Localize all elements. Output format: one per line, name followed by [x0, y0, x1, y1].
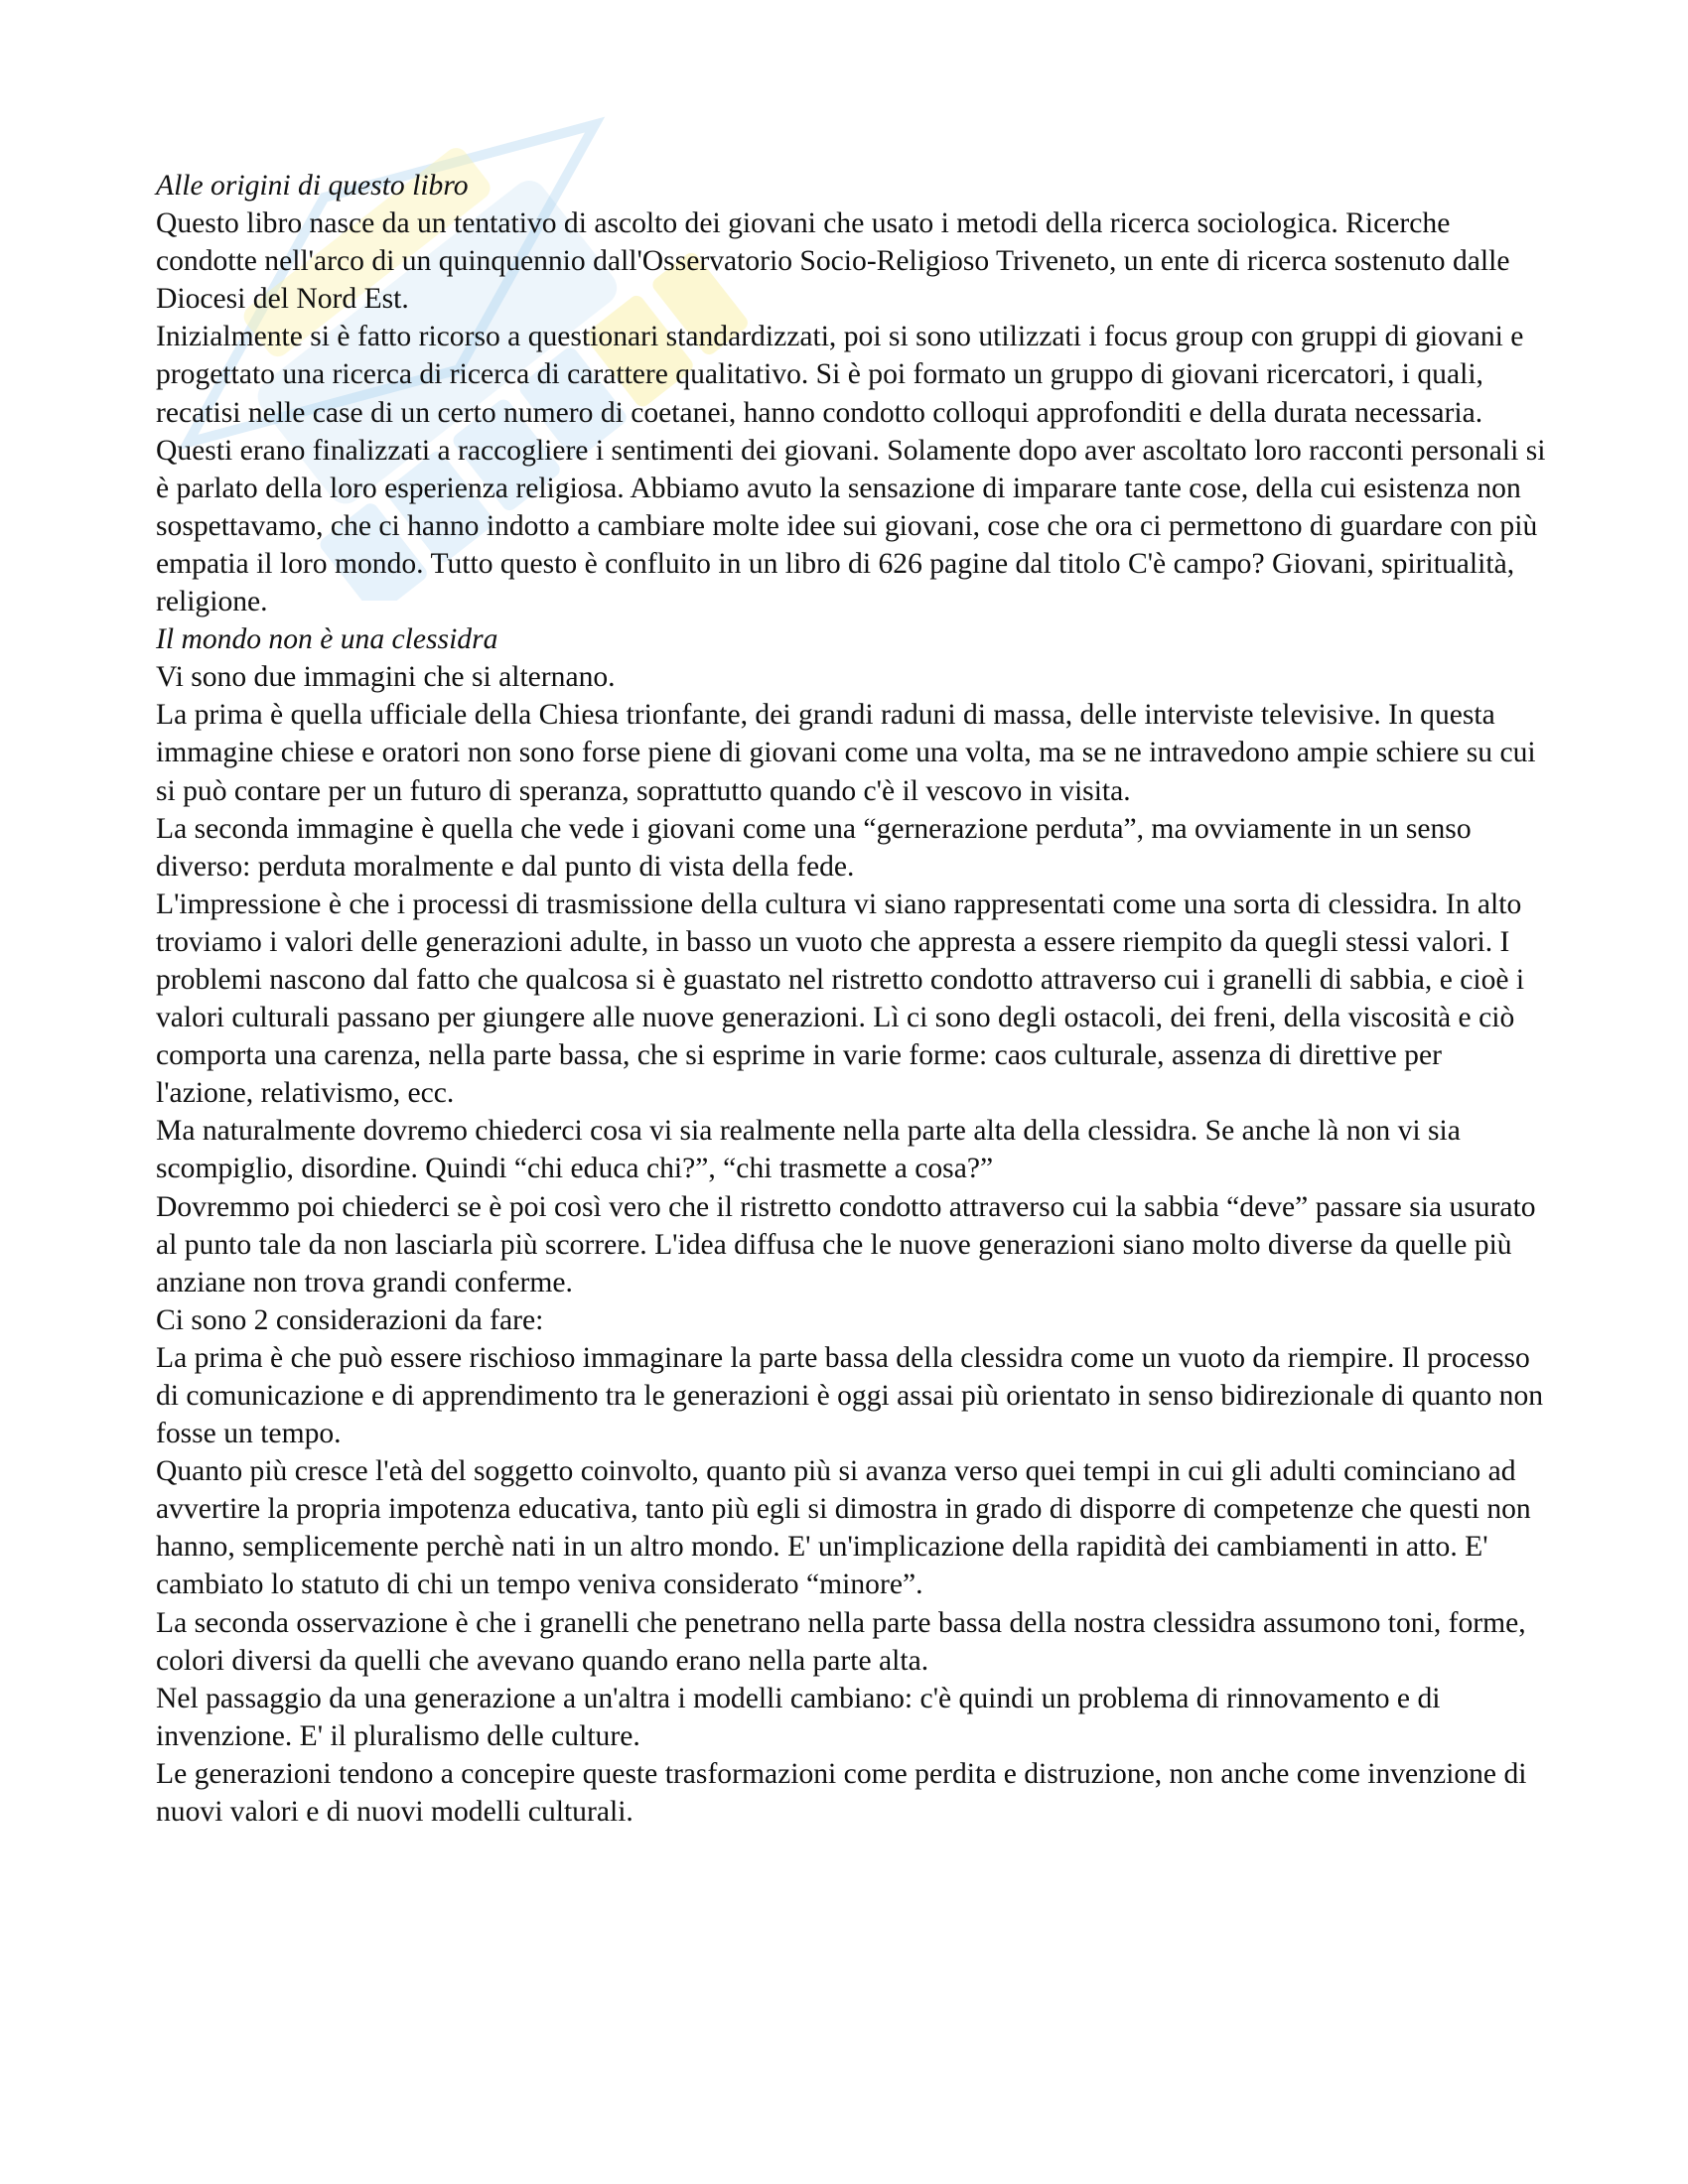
paragraph: Inizialmente si è fatto ricorso a questionari standardizzati, poi si sono utilizzati i focus group con gruppi di giovani e progettato una ricerca di ricerca di carattere qualitativo. Si è poi formato un gruppo di giovani ricercatori, i quali, recatisi nelle case di un certo numero di coetanei, hanno condotto colloqui approfonditi e della durata necessaria. Questi erano finalizzati a raccogliere i sentimenti dei giovani. Solamente dopo aver ascoltato loro racconti personali si è parlato della loro esperienza religiosa. Abbiamo avuto la sensazione di imparare tante cose, della cui esistenza non sospettavamo, che ci hanno indotto a cambiare molte idee sui giovani, cose che ora ci permettono di guardare con più empatia il loro mondo. Tutto questo è confluito in un libro di 626 pagine dal titolo C'è campo? Giovani, spiritualità, religione. [156, 321, 1546, 618]
paragraph: Quanto più cresce l'età del soggetto coinvolto, quanto più si avanza verso quei tempi in cui gli adulti cominciano ad avvertire la propria impotenza educativa, tanto più egli si dimostra in grado di disporre di competenze che questi non hanno, semplicemente perchè nati in un altro mondo. E' un'implicazione della rapidità dei cambiamenti in atto. E' cambiato lo statuto di chi un tempo veniva considerato “minore”. [156, 1455, 1531, 1601]
section-heading: Alle origini di questo libro [156, 170, 469, 202]
paragraph: Vi sono due immagini che si alternano. [156, 661, 616, 694]
paragraph: Ci sono 2 considerazioni da fare: [156, 1303, 544, 1336]
paragraph: L'impressione è che i processi di trasmissione della cultura vi siano rappresentati come una sorta di clessidra. In alto troviamo i valori delle generazioni adulte, in basso un vuoto che appresta a essere riempito da quegli stessi valori. I problemi nascono dal fatto che qualcosa si è guastato nel ristretto condotto attraverso cui i granelli di sabbia, e cioè i valori culturali passano per giungere alle nuove generazioni. Lì ci sono degli ostacoli, dei freni, della viscosità e ciò comporta una carenza, nella parte bassa, che si esprime in varie forme: caos culturale, assenza di direttive per l'azione, relativismo, ecc. [156, 887, 1525, 1110]
paragraph: Questo libro nasce da un tentativo di ascolto dei giovani che usato i metodi della ricerca sociologica. Ricerche condotte nell'arco di un quinquennio dall'Osservatorio Socio-Religioso Triveneto, un ente di ricerca sostenuto dalle Diocesi del Nord Est. [156, 207, 1510, 316]
section-heading: Il mondo non è una clessidra [156, 623, 498, 656]
paragraph: La prima è che può essere rischioso immaginare la parte bassa della clessidra come un vuoto da riempire. Il processo di comunicazione e di apprendimento tra le generazioni è oggi assai più orientato in senso bidirezionale di quanto non fosse un tempo. [156, 1341, 1544, 1450]
paragraph: La prima è quella ufficiale della Chiesa trionfante, dei grandi raduni di massa, delle interviste televisive. In questa immagine chiese e oratori non sono forse piene di giovani come una volta, ma se ne intravedono ampie schiere su cui si può contare per un futuro di speranza, soprattutto quando c'è il vescovo in visita. [156, 699, 1536, 807]
paragraph: Nel passaggio da una generazione a un'altra i modelli cambiano: c'è quindi un problema di rinnovamento e di invenzione. E' il pluralismo delle culture. [156, 1682, 1441, 1752]
paragraph: La seconda osservazione è che i granelli che penetrano nella parte bassa della nostra clessidra assumono toni, forme, colori diversi da quelli che avevano quando erano nella parte alta. [156, 1606, 1526, 1677]
paragraph: Dovremmo poi chiederci se è poi così vero che il ristretto condotto attraverso cui la sabbia “deve” passare sia usurato al punto tale da non lasciarla più scorrere. L'idea diffusa che le nuove generazioni siano molto diverse da quelle più anziane non trova grandi conferme. [156, 1190, 1536, 1298]
paragraph: Ma naturalmente dovremo chiederci cosa vi sia realmente nella parte alta della clessidra. Se anche là non vi sia scompiglio, disordine. Quindi “chi educa chi?”, “chi trasmette a cosa?” [156, 1115, 1461, 1185]
document-body [156, 167, 1546, 1831]
paragraph: La seconda immagine è quella che vede i giovani come una “gernerazione perduta”, ma ovviamente in un senso diverso: perduta moralmente e dal punto di vista della fede. [156, 812, 1472, 883]
paragraph: Le generazioni tendono a concepire queste trasformazioni come perdita e distruzione, non anche come invenzione di nuovi valori e di nuovi modelli culturali. [156, 1757, 1527, 1829]
